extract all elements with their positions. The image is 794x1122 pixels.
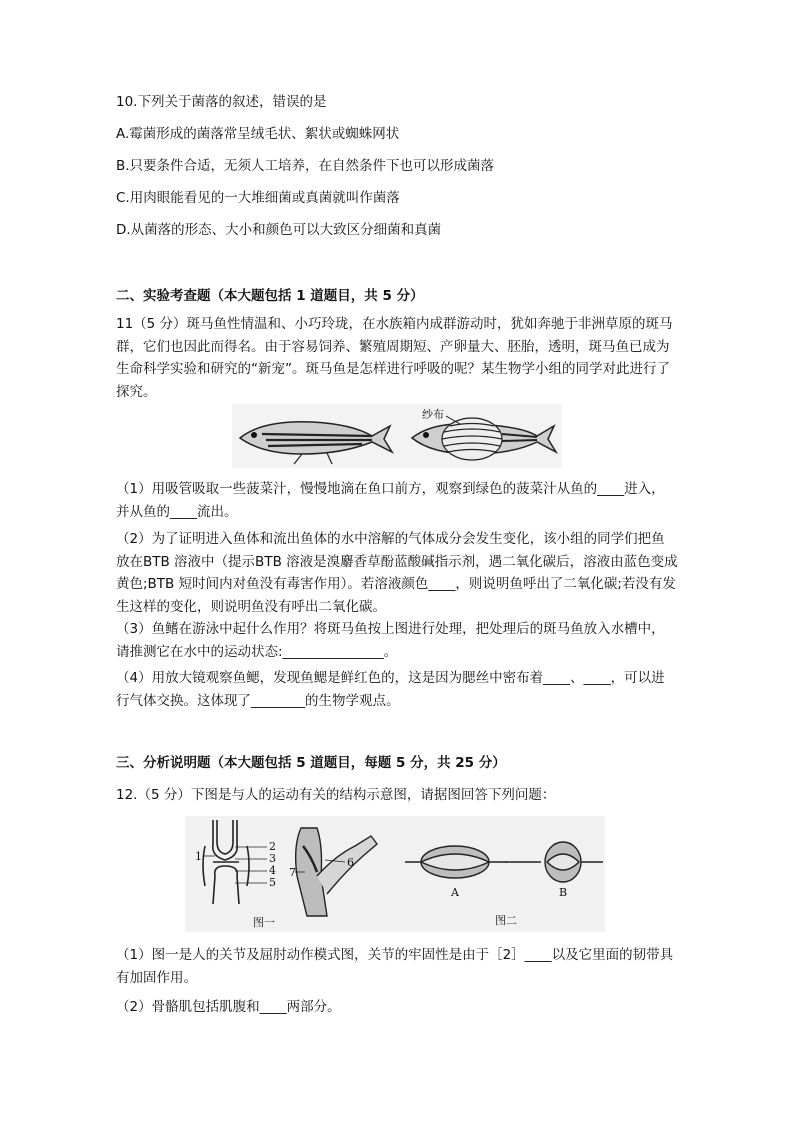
fig-number-2: 2 [269,840,276,853]
q10-option-a: A.霉菌形成的菌落常呈绒毛状、絮状或蜘蛛网状 [116,126,400,142]
q11-sub3: （3）鱼鳍在游泳中起什么作用？将斑马鱼按上图进行处理，把处理后的斑马鱼放入水槽中，请推测它在水中的运动状态:_______________。 [116,621,665,660]
fig-number-3: 3 [269,852,276,865]
q10-option-b: B.只要条件合适，无须人工培养，在自然条件下也可以形成菌落 [116,158,495,174]
q12-sub1: （1）图一是人的关节及屈肘动作模式图，关节的牢固性是由于［2］____以及它里面的韧带具有加固作用。 [116,947,674,986]
section2-title: 二、实验考查题（本大题包括 1 道题目，共 5 分） [116,288,424,304]
q12-sub2: （2）骨骼肌包括肌腹和____两部分。 [116,999,341,1015]
figure-2-caption: 图二 [495,914,517,927]
q12-intro: 12.（5 分）下图是与人的运动有关的结构示意图，请据图回答下列问题： [116,787,556,803]
fig-number-4: 4 [269,864,276,877]
q10-option-d: D.从菌落的形态、大小和颜色可以大致区分细菌和真菌 [116,222,442,238]
fig-number-1: 1 [195,850,202,863]
movement-structure-figure [185,816,605,932]
zebrafish-figure [232,404,562,468]
fig-letter-b: B [559,886,568,899]
fig-letter-a: A [451,886,459,899]
fig-number-7: 7 [289,866,296,879]
gauze-label: 纱布 [422,408,444,421]
q10-option-c: C.用肉眼能看见的一大堆细菌或真菌就叫作菌落 [116,190,400,206]
q10-stem: 10.下列关于菌落的叙述，错误的是 [116,94,327,110]
fig-number-6: 6 [347,856,354,869]
q11-sub2: （2）为了证明进入鱼体和流出鱼体的水中溶解的气体成分会发生变化，该小组的同学们把鱼放在BTB 溶液中（提示BTB 溶液是溴麝香草酚蓝酸碱指示剂，遇二氧化碳后，溶液由蓝色变成黄色;BTB 短时间内对鱼没有毒害作用）。若溶液颜色____，则说明鱼呼出了二氧化碳;若没有发生这样的变化，则说明鱼没有呼出二氧化碳。 [116,531,678,615]
figure-1-caption: 图一 [253,916,275,929]
q11-sub1: （1）用吸管吸取一些菠菜汁，慢慢地滴在鱼口前方，观察到绿色的菠菜汁从鱼的____进入，并从鱼的____流出。 [116,481,665,520]
q11-intro: 11（5 分）斑马鱼性情温和、小巧玲珑，在水族箱内成群游动时，犹如奔驰于非洲草原的斑马群，它们也因此而得名。由于容易饲养、繁殖周期短、产卵量大、胚胎，透明，斑马鱼已成为生命科学实验和研究的“新宠”。斑马鱼是怎样进行呼吸的呢？某生物学小组的同学对此进行了探究。 [116,316,673,400]
fig-number-5: 5 [269,876,276,889]
section3-title: 三、分析说明题（本大题包括 5 道题目，每题 5 分，共 25 分） [116,755,506,771]
q11-sub4: （4）用放大镜观察鱼鳃，发现鱼鳃是鲜红色的，这是因为腮丝中密布着____、____，可以进行气体交换。这体现了________的生物学观点。 [116,670,665,709]
